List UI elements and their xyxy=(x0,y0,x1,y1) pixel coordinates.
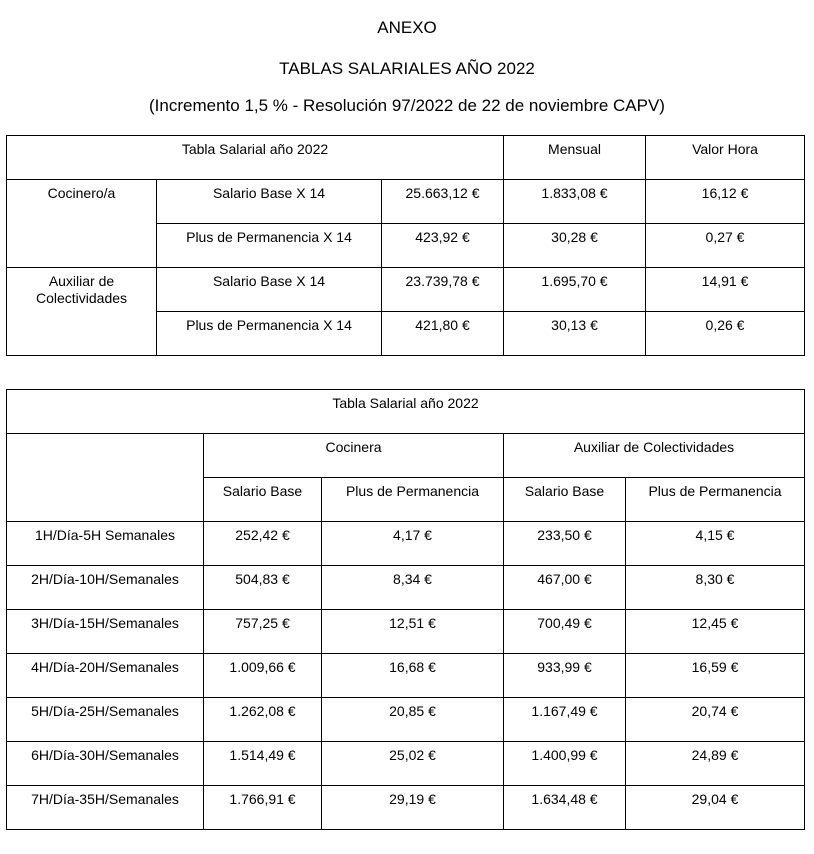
cook-base-cell: 1.514,49 € xyxy=(204,742,322,786)
table-row xyxy=(7,786,805,830)
salary-table-annual xyxy=(6,135,805,356)
annual-cell: 25.663,12 € xyxy=(382,180,504,224)
cook-base-cell: 504,83 € xyxy=(204,566,322,610)
aux-base-cell: 233,50 € xyxy=(504,522,626,566)
salary-table-hours xyxy=(6,389,805,830)
cook-plus-cell: 4,17 € xyxy=(322,522,504,566)
cook-base-cell: 1.009,66 € xyxy=(204,654,322,698)
row-label: 4H/Día-20H/Semanales xyxy=(7,654,204,698)
subheader-base: Salario Base xyxy=(204,478,322,522)
table-row xyxy=(7,654,805,698)
concept-cell: Plus de Permanencia X 14 xyxy=(157,312,382,356)
concept-cell: Salario Base X 14 xyxy=(157,180,382,224)
row-label: 2H/Día-10H/Semanales xyxy=(7,566,204,610)
aux-base-cell: 1.167,49 € xyxy=(504,698,626,742)
aux-plus-cell: 12,45 € xyxy=(626,610,805,654)
group-header-cook: Cocinera xyxy=(204,434,504,478)
annual-cell: 421,80 € xyxy=(382,312,504,356)
table-row xyxy=(7,268,805,312)
hourly-cell: 16,12 € xyxy=(646,180,805,224)
empty-corner-cell xyxy=(7,434,204,522)
table-row xyxy=(7,610,805,654)
group-header-aux: Auxiliar de Colectividades xyxy=(504,434,805,478)
subheader-plus: Plus de Permanencia xyxy=(322,478,504,522)
column-header-monthly: Mensual xyxy=(504,136,646,180)
aux-plus-cell: 8,30 € xyxy=(626,566,805,610)
table-title-row xyxy=(7,390,805,434)
annual-cell: 23.739,78 € xyxy=(382,268,504,312)
cook-base-cell: 252,42 € xyxy=(204,522,322,566)
cook-base-cell: 1.766,91 € xyxy=(204,786,322,830)
cook-base-cell: 1.262,08 € xyxy=(204,698,322,742)
aux-plus-cell: 24,89 € xyxy=(626,742,805,786)
monthly-cell: 1.695,70 € xyxy=(504,268,646,312)
aux-base-cell: 1.400,99 € xyxy=(504,742,626,786)
subheader-base: Salario Base xyxy=(504,478,626,522)
row-label: 1H/Día-5H Semanales xyxy=(7,522,204,566)
table-title-cell: Tabla Salarial año 2022 xyxy=(7,136,504,180)
aux-plus-cell: 29,04 € xyxy=(626,786,805,830)
cook-plus-cell: 29,19 € xyxy=(322,786,504,830)
hourly-cell: 0,26 € xyxy=(646,312,805,356)
table-row xyxy=(7,180,805,224)
aux-plus-cell: 20,74 € xyxy=(626,698,805,742)
aux-base-cell: 467,00 € xyxy=(504,566,626,610)
monthly-cell: 1.833,08 € xyxy=(504,180,646,224)
row-label: 3H/Día-15H/Semanales xyxy=(7,610,204,654)
monthly-cell: 30,28 € xyxy=(504,224,646,268)
aux-base-cell: 1.634,48 € xyxy=(504,786,626,830)
monthly-cell: 30,13 € xyxy=(504,312,646,356)
table-row xyxy=(7,698,805,742)
table-row xyxy=(7,522,805,566)
hourly-cell: 14,91 € xyxy=(646,268,805,312)
cook-plus-cell: 25,02 € xyxy=(322,742,504,786)
category-cell: Auxiliar de Colectividades xyxy=(7,268,157,356)
cook-plus-cell: 20,85 € xyxy=(322,698,504,742)
table-header-row xyxy=(7,136,805,180)
annex-heading: ANEXO xyxy=(377,18,437,37)
aux-plus-cell: 16,59 € xyxy=(626,654,805,698)
cook-plus-cell: 8,34 € xyxy=(322,566,504,610)
group-header-row xyxy=(7,434,805,478)
annual-cell: 423,92 € xyxy=(382,224,504,268)
cook-plus-cell: 16,68 € xyxy=(322,654,504,698)
table-title-cell: Tabla Salarial año 2022 xyxy=(7,390,805,434)
cook-plus-cell: 12,51 € xyxy=(322,610,504,654)
table-row xyxy=(7,742,805,786)
concept-cell: Salario Base X 14 xyxy=(157,268,382,312)
document-subtitle: (Incremento 1,5 % - Resolución 97/2022 de 22 de noviembre CAPV) xyxy=(149,96,665,115)
row-label: 5H/Día-25H/Semanales xyxy=(7,698,204,742)
table-row xyxy=(7,566,805,610)
aux-base-cell: 700,49 € xyxy=(504,610,626,654)
cook-base-cell: 757,25 € xyxy=(204,610,322,654)
concept-cell: Plus de Permanencia X 14 xyxy=(157,224,382,268)
aux-plus-cell: 4,15 € xyxy=(626,522,805,566)
hourly-cell: 0,27 € xyxy=(646,224,805,268)
subheader-plus: Plus de Permanencia xyxy=(626,478,805,522)
category-cell: Cocinero/a xyxy=(7,180,157,268)
column-header-hourly: Valor Hora xyxy=(646,136,805,180)
row-label: 7H/Día-35H/Semanales xyxy=(7,786,204,830)
row-label: 6H/Día-30H/Semanales xyxy=(7,742,204,786)
document-title: TABLAS SALARIALES AÑO 2022 xyxy=(279,59,535,78)
aux-base-cell: 933,99 € xyxy=(504,654,626,698)
